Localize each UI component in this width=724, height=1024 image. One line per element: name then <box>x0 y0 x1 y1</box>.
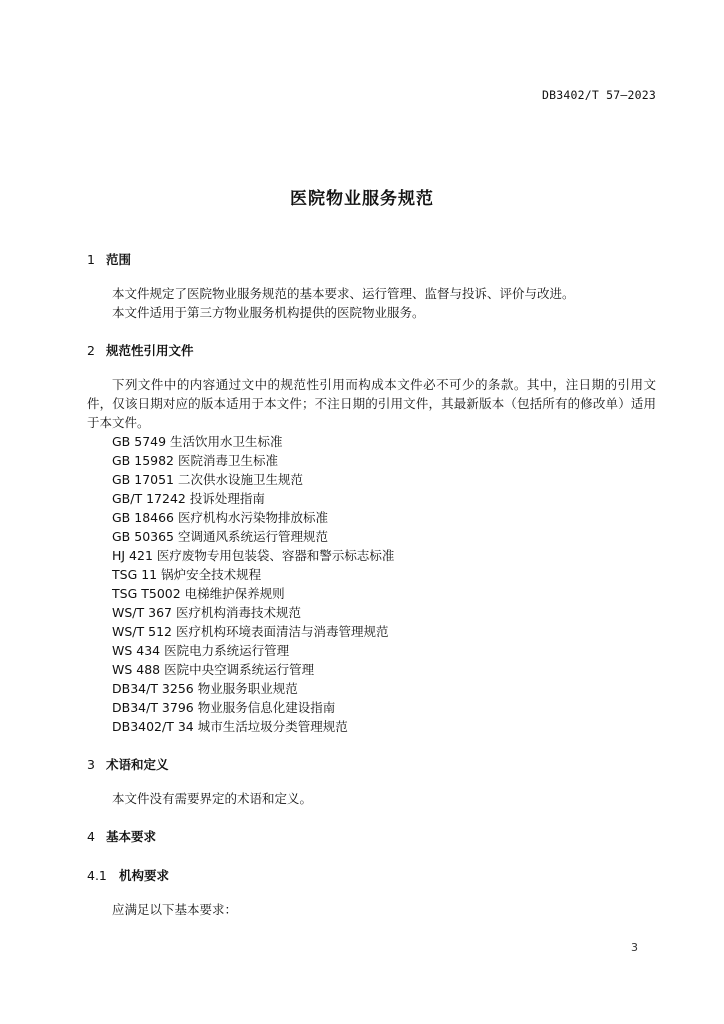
section-3-heading <box>87 755 656 775</box>
section-number: 1 <box>87 252 95 267</box>
reference-item: TSG T5002 电梯维护保养规则 <box>112 586 285 601</box>
document-body <box>87 250 656 919</box>
reference-item: GB 18466 医疗机构水污染物排放标准 <box>112 510 328 525</box>
section-number: 4 <box>87 829 95 844</box>
paragraph: 本文件没有需要界定的术语和定义。 <box>112 791 313 806</box>
section-1-heading <box>87 250 656 270</box>
reference-item: GB/T 17242 投诉处理指南 <box>112 491 265 506</box>
reference-item: HJ 421 医疗废物专用包装袋、容器和警示标志标准 <box>112 548 395 563</box>
reference-item: GB 15982 医院消毒卫生标准 <box>112 453 278 468</box>
reference-item: WS/T 367 医疗机构消毒技术规范 <box>112 605 301 620</box>
reference-item: WS/T 512 医疗机构环境表面清洁与消毒管理规范 <box>112 624 389 639</box>
reference-item: TSG 11 锅炉安全技术规程 <box>112 567 262 582</box>
section-number: 4.1 <box>87 868 107 883</box>
document-title: 医院物业服务规范 <box>290 189 434 209</box>
reference-item: DB3402/T 34 城市生活垃圾分类管理规范 <box>112 719 348 734</box>
reference-item: WS 434 医院电力系统运行管理 <box>112 643 290 658</box>
section-4-1-heading <box>87 866 656 886</box>
section-title: 术语和定义 <box>106 757 169 772</box>
paragraph: 应满足以下基本要求： <box>112 902 238 917</box>
section-4-heading <box>87 827 656 847</box>
reference-item: GB 17051 二次供水设施卫生规范 <box>112 472 303 487</box>
paragraph: 本文件适用于第三方物业服务机构提供的医院物业服务。 <box>112 305 425 320</box>
section-title: 机构要求 <box>119 868 170 883</box>
section-number: 3 <box>87 757 95 772</box>
paragraph: 下列文件中的内容通过文中的规范性引用而构成本文件必不可少的条款。其中，注日期的引用文件，仅该日期对应的版本适用于本文件；不注日期的引用文件，其最新版本（包括所有的修改单）适用于本文件。 <box>87 377 656 430</box>
reference-item: DB34/T 3256 物业服务职业规范 <box>112 681 298 696</box>
section-title: 范围 <box>106 252 132 267</box>
reference-item: DB34/T 3796 物业服务信息化建设指南 <box>112 700 336 715</box>
section-2-heading <box>87 341 656 361</box>
document-code: DB3402/T 57—2023 <box>542 88 656 102</box>
section-number: 2 <box>87 343 95 358</box>
section-title: 基本要求 <box>106 829 157 844</box>
reference-item: GB 5749 生活饮用水卫生标准 <box>112 434 283 449</box>
paragraph: 本文件规定了医院物业服务规范的基本要求、运行管理、监督与投诉、评价与改进。 <box>112 286 575 301</box>
section-title: 规范性引用文件 <box>106 343 194 358</box>
page-number: 3 <box>631 941 638 954</box>
reference-item: GB 50365 空调通风系统运行管理规范 <box>112 529 328 544</box>
reference-item: WS 488 医院中央空调系统运行管理 <box>112 662 315 677</box>
